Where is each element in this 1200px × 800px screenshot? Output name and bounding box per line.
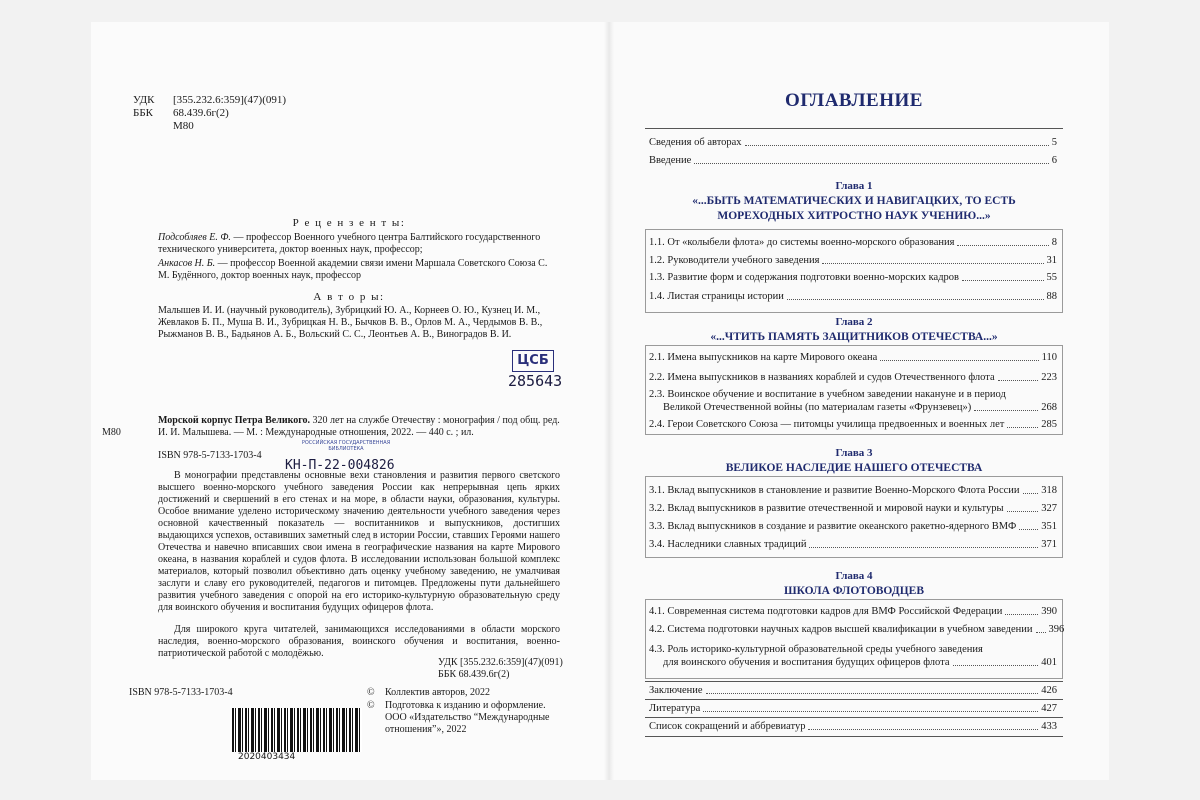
toc-row-conclusion-leader	[706, 684, 1039, 694]
toc-row-3-2-page: 327	[1041, 503, 1057, 514]
toc-row-2-3-line1	[649, 388, 1057, 401]
chapter-4-label: Глава 4	[835, 570, 873, 582]
toc-row-2-3-label: 2.3. Воинское обучение и воспитание в учебном заведении накануне и в период	[649, 389, 1006, 400]
toc-row-literature-page: 427	[1041, 703, 1057, 714]
copyright-symbol-2: ©	[367, 700, 375, 711]
reviewers-heading: Р е ц е н з е н т ы:	[292, 217, 406, 229]
chapter-2-label: Глава 2	[835, 316, 873, 328]
toc-row-4-3-page: 401	[1041, 657, 1057, 668]
toc-row-literature-leader	[703, 702, 1038, 712]
library-stamp: РОССИЙСКАЯ ГОСУДАРСТВЕННАЯ БИБЛИОТЕКА	[301, 440, 391, 452]
toc-row-2-4[interactable]	[649, 418, 1057, 431]
author-mark: М80	[173, 120, 194, 132]
toc-row-4-3[interactable]	[649, 656, 1057, 669]
copyright-symbol-1: ©	[367, 687, 375, 698]
toc-row-2-4-label: 2.4. Герои Советского Союза — питомцы училища предвоенных и военных лет	[649, 419, 1005, 430]
udk-label: УДК	[133, 94, 155, 106]
toc-row-1-3-page: 55	[1046, 272, 1057, 283]
toc-row-abbreviations-label: Список сокращений и аббревиатур	[649, 721, 806, 732]
abstract-paragraph-2: Для широкого круга читателей, занимающихся исследованиями в области морского наследия, военно-морского образования, воинского обучения и воспитания, военно-патриотической работой с молодёжью.	[158, 624, 560, 659]
toc-row-conclusion[interactable]	[649, 684, 1057, 697]
toc-row-1-4-label: 1.4. Листая страницы истории	[649, 291, 784, 302]
barcode	[232, 708, 362, 752]
toc-row-2-1-label: 2.1. Имена выпускников на карте Мирового океана	[649, 352, 878, 363]
toc-row-3-1[interactable]	[649, 484, 1057, 497]
toc-row-4-3-label: 4.3. Роль историко-культурной образовательной среды учебного заведения	[649, 644, 983, 655]
toc-row-1-2-leader	[822, 254, 1043, 264]
toc-row-3-3-page: 351	[1041, 521, 1057, 532]
toc-row-1-3-label: 1.3. Развитие форм и содержания подготовки военно-морских кадров	[649, 272, 960, 283]
reviewer-2-text: — профессор Военной академии связи имени Маршала Советского Союза С. М. Будённого, доктор военных наук, профессор	[158, 258, 548, 281]
copyright-line-1: Коллектив авторов, 2022	[385, 687, 490, 698]
toc-row-intro-page: 6	[1051, 155, 1057, 166]
bbk-value: 68.439.6г(2)	[173, 107, 229, 119]
toc-rule-outro-3	[645, 717, 1063, 718]
toc-row-3-4[interactable]	[649, 538, 1057, 551]
toc-row-1-1-page: 8	[1051, 237, 1057, 248]
toc-row-conclusion-label: Заключение	[649, 685, 703, 696]
toc-row-authors-label: Сведения об авторах	[649, 137, 742, 148]
reviewer-2-name: Анкасов Н. Б.	[158, 258, 216, 269]
toc-row-1-3-leader	[962, 271, 1043, 281]
book-description	[158, 415, 560, 439]
copyright-line-3: ООО «Издательство “Международные отношения”», 2022	[385, 712, 550, 735]
copyright-block-2	[385, 700, 565, 736]
chapter-1-label: Глава 1	[835, 180, 873, 192]
toc-row-3-4-page: 371	[1041, 539, 1057, 550]
toc-row-4-1-label: 4.1. Современная система подготовки кадров для ВМФ Российской Федерации	[649, 606, 1003, 617]
toc-row-3-4-label: 3.4. Наследники славных традиций	[649, 539, 807, 550]
toc-row-1-1-label: 1.1. От «колыбели флота» до системы военно-морского образования	[649, 237, 955, 248]
bottom-udk-block	[438, 657, 563, 681]
toc-row-1-1[interactable]	[649, 236, 1057, 249]
toc-row-3-3-leader	[1019, 520, 1038, 530]
udk-block	[133, 94, 286, 133]
toc-row-intro-label: Введение	[649, 155, 692, 166]
reviewer-2	[158, 258, 558, 282]
toc-row-authors[interactable]	[649, 136, 1057, 149]
csb-stamp: ЦСБ	[512, 350, 554, 372]
toc-row-2-3-label: Великой Отечественной войны (по материалам газеты «Фрунзевец»)	[663, 402, 972, 413]
toc-row-authors-leader	[745, 136, 1049, 146]
book-desc: 320 лет на службе Отечеству : монография / под общ. ред. И. И. Малышева. — М. : Международные отношения, 2022. — 440 с. ; ил.	[158, 415, 560, 438]
authors-list: Малышев И. И. (научный руководитель), Зубрицкий Ю. А., Корнеев О. Ю., Кузнец И. М., Жевлаков Б. П., Муша В. И., Зубрицкая Н. В., Бычков В. В., Орлов М. А., Чердымов В. В., Рыжманов В. В., Бадьянов А. Б., Вольский С. С., Леонтьев А. В., Виноградов В. И.	[158, 305, 543, 340]
toc-row-2-2-page: 223	[1041, 372, 1057, 383]
toc-row-intro-leader	[694, 154, 1048, 164]
toc-row-4-1-leader	[1005, 605, 1038, 615]
toc-row-1-4-page: 88	[1046, 291, 1057, 302]
chapter-3-title: ВЕЛИКОЕ НАСЛЕДИЕ НАШЕГО ОТЕЧЕСТВА	[725, 462, 983, 474]
toc-row-1-3[interactable]	[649, 271, 1057, 284]
toc-rule-outro-1	[645, 681, 1063, 682]
bottom-isbn: ISBN 978-5-7133-1703-4	[129, 687, 233, 698]
toc-row-abbreviations-page: 433	[1041, 721, 1057, 732]
udk-value: [355.232.6:359](47)(091)	[173, 94, 287, 106]
toc-row-4-3-leader	[953, 656, 1039, 666]
isbn-line: ISBN 978-5-7133-1703-4	[158, 450, 262, 461]
book-mark: М80	[102, 427, 121, 438]
toc-row-authors-page: 5	[1051, 137, 1057, 148]
bbk-label: ББК	[133, 107, 153, 119]
inventory-number: КН-П-22-004826	[285, 458, 395, 473]
toc-rule-outro-4	[645, 736, 1063, 737]
toc-row-1-2-page: 31	[1046, 255, 1057, 266]
toc-title: ОГЛАВЛЕНИЕ	[785, 90, 923, 111]
toc-row-4-2-page: 396	[1048, 624, 1065, 635]
toc-row-2-1-page: 110	[1041, 352, 1057, 363]
toc-row-2-3-leader	[974, 401, 1038, 411]
toc-rule-outro-2	[645, 699, 1063, 700]
toc-row-3-1-leader	[1023, 484, 1039, 494]
copyright-line-2: Подготовка к изданию и оформление.	[385, 700, 546, 711]
toc-row-abbreviations-leader	[808, 720, 1038, 730]
toc-row-2-3-page: 268	[1041, 402, 1057, 413]
reviewer-1-text: — профессор Военного учебного центра Балтийского государственного технического университета, доктор военных наук, профессор;	[158, 232, 541, 255]
toc-row-1-1-leader	[957, 236, 1048, 246]
toc-row-2-3[interactable]	[649, 401, 1057, 414]
authors-heading: А в т о р ы:	[313, 291, 385, 303]
toc-row-1-2[interactable]	[649, 254, 1057, 267]
toc-row-literature[interactable]	[649, 702, 1057, 715]
toc-rule-top	[645, 128, 1063, 129]
csb-stamp-number: 285643	[508, 372, 563, 390]
toc-row-2-1[interactable]	[649, 351, 1057, 364]
toc-row-2-4-leader	[1007, 418, 1038, 428]
reviewer-1-name: Подсобляев Е. Ф.	[158, 232, 231, 243]
toc-row-2-2[interactable]	[649, 371, 1057, 384]
toc-row-3-2[interactable]	[649, 502, 1057, 515]
chapter-4-title: ШКОЛА ФЛОТОВОДЦЕВ	[783, 585, 925, 597]
toc-row-2-2-label: 2.2. Имена выпускников в названиях кораблей и судов Отечественного флота	[649, 372, 995, 383]
toc-row-3-2-label: 3.2. Вклад выпускников в развитие отечественной и мировой науки и культуры	[649, 503, 1004, 514]
toc-row-1-2-label: 1.2. Руководители учебного заведения	[649, 255, 820, 266]
toc-row-4-2-label: 4.2. Система подготовки научных кадров высшей квалификации в учебном заведении	[649, 624, 1033, 635]
bottom-udk: УДК [355.232.6:359](47)(091)	[438, 657, 563, 668]
chapter-1-title: «...БЫТЬ МАТЕМАТИЧЕСКИХ И НАВИГАЦКИХ, ТО ЕСТЬ МОРЕХОДНЫХ ХИТРОСТНО НАУК УЧЕНИЮ...»	[692, 195, 1016, 222]
chapter-3-label: Глава 3	[835, 447, 873, 459]
book-gutter	[604, 22, 614, 780]
toc-row-conclusion-page: 426	[1041, 685, 1057, 696]
toc-row-4-2-leader	[1036, 623, 1046, 633]
toc-row-literature-label: Литература	[649, 703, 701, 714]
toc-row-2-4-page: 285	[1041, 419, 1057, 430]
toc-row-4-3-line1	[649, 643, 1057, 656]
toc-row-4-1[interactable]	[649, 605, 1057, 618]
toc-row-2-1-leader	[880, 351, 1038, 361]
bottom-bbk: ББК 68.439.6г(2)	[438, 669, 510, 680]
abstract-paragraph-1: В монографии представлены основные вехи становления и развития первого светского высшего военно-морского учебного заведения России как непрерывная цепь ярких достижений и свершений в его стенах и на море, в области науки, образования, культуры. Особое внимание уделено историческому значению деятельности учебного заведения через основной качественный показатель — воспитанников и выпускников, достигших выдающихся успехов, оставивших заметный след в истории России, ставших Героями нашего Отечества и навечно вписавших свои имена в географические названия на карте Мирового океана, в названия кораблей и судов флота. В исследовании использован большой комплекс материалов, который позволил объективно дать оценку учебному заведению, не умалчивая заслуги и славу его руководителей, педагогов и питомцев. Предложены пути дальнейшего развития учебного заведения с опорой на его историко-культурную образовательную среду для воинского обучения и воспитания будущих офицеров флота.	[158, 470, 560, 613]
toc-row-3-3[interactable]	[649, 520, 1057, 533]
toc-row-2-2-leader	[998, 371, 1039, 381]
toc-row-intro[interactable]	[649, 154, 1057, 167]
reviewer-1	[158, 232, 558, 256]
toc-row-4-1-page: 390	[1041, 606, 1057, 617]
barcode-number: 2020403434	[238, 752, 296, 762]
toc-row-4-3-label: для воинского обучения и воспитания будущих офицеров флота	[663, 657, 950, 668]
toc-row-4-2[interactable]	[649, 623, 1065, 636]
toc-row-3-1-page: 318	[1041, 485, 1057, 496]
book-title: Морской корпус Петра Великого.	[158, 415, 310, 426]
toc-row-3-4-leader	[809, 538, 1038, 548]
toc-row-3-2-leader	[1007, 502, 1039, 512]
toc-row-1-4-leader	[787, 290, 1044, 300]
toc-row-3-1-label: 3.1. Вклад выпускников в становление и развитие Военно-Морского Флота России	[649, 485, 1020, 496]
toc-row-abbreviations[interactable]	[649, 720, 1057, 733]
chapter-2-title: «...ЧТИТЬ ПАМЯТЬ ЗАЩИТНИКОВ ОТЕЧЕСТВА...»	[710, 331, 998, 343]
toc-row-3-3-label: 3.3. Вклад выпускников в создание и развитие океанского ракетно-ядерного ВМФ	[649, 521, 1017, 532]
toc-row-1-4[interactable]	[649, 290, 1057, 303]
